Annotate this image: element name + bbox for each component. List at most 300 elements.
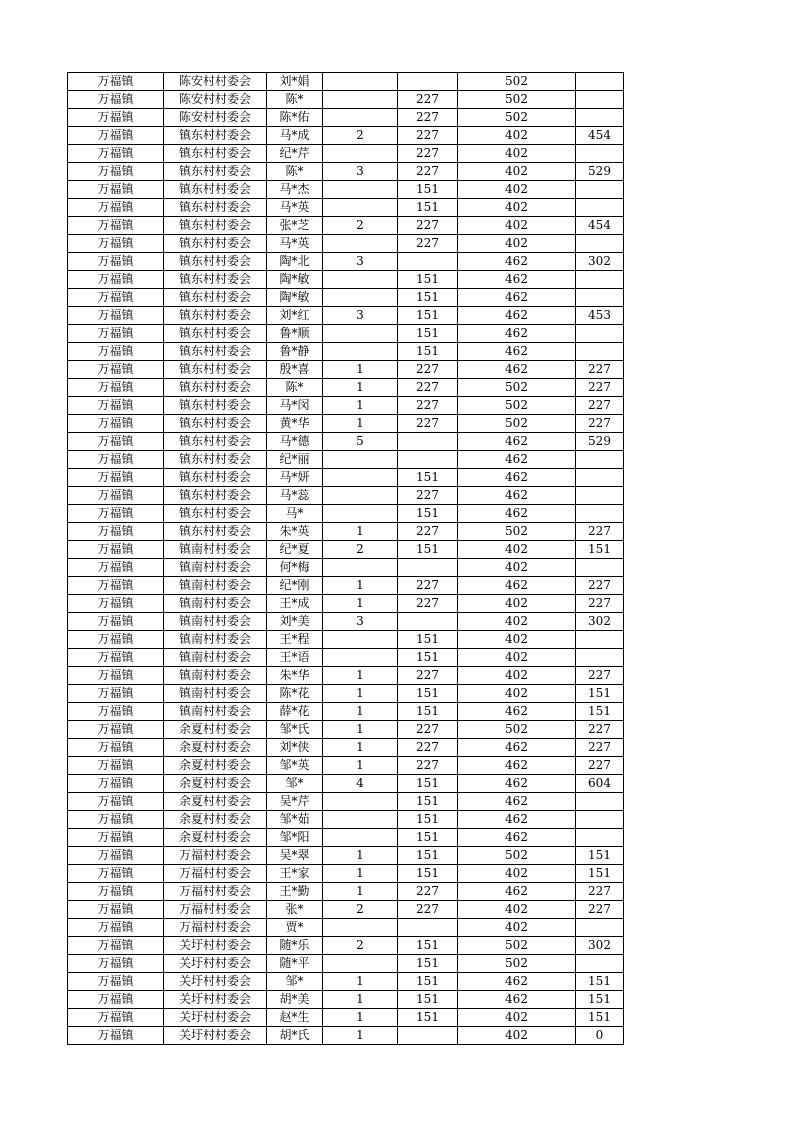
count-cell: 1: [323, 595, 398, 613]
town-cell: 万福镇: [68, 595, 164, 613]
name-cell: 王*成: [267, 595, 323, 613]
amount-a-cell: 151: [398, 271, 458, 289]
amount-a-cell: 227: [398, 397, 458, 415]
count-cell: 3: [323, 163, 398, 181]
name-cell: 王*家: [267, 865, 323, 883]
table-row: [68, 703, 624, 721]
amount-a-cell: 227: [398, 145, 458, 163]
amount-a-cell: 227: [398, 739, 458, 757]
name-cell: 张*芝: [267, 217, 323, 235]
count-cell: [323, 919, 398, 937]
amount-b-cell: 402: [458, 199, 576, 217]
name-cell: 何*梅: [267, 559, 323, 577]
name-cell: 王*程: [267, 631, 323, 649]
amount-b-cell: 502: [458, 955, 576, 973]
amount-c-cell: 453: [576, 307, 624, 325]
amount-a-cell: 227: [398, 361, 458, 379]
amount-b-cell: 402: [458, 865, 576, 883]
table-row: [68, 919, 624, 937]
name-cell: 吴*翠: [267, 847, 323, 865]
amount-b-cell: 462: [458, 451, 576, 469]
amount-b-cell: 462: [458, 361, 576, 379]
town-cell: 万福镇: [68, 199, 164, 217]
name-cell: 马*: [267, 505, 323, 523]
count-cell: 3: [323, 253, 398, 271]
table-row: [68, 829, 624, 847]
town-cell: 万福镇: [68, 811, 164, 829]
table-row: [68, 217, 624, 235]
amount-b-cell: 462: [458, 307, 576, 325]
town-cell: 万福镇: [68, 631, 164, 649]
name-cell: 邹*: [267, 775, 323, 793]
village-cell: 镇南村村委会: [164, 559, 267, 577]
count-cell: [323, 109, 398, 127]
table-row: [68, 181, 624, 199]
amount-a-cell: 151: [398, 469, 458, 487]
amount-c-cell: 454: [576, 127, 624, 145]
town-cell: 万福镇: [68, 361, 164, 379]
name-cell: 陈*: [267, 91, 323, 109]
count-cell: [323, 271, 398, 289]
amount-c-cell: 151: [576, 847, 624, 865]
amount-c-cell: 227: [576, 361, 624, 379]
amount-a-cell: 151: [398, 703, 458, 721]
table-row: [68, 199, 624, 217]
amount-a-cell: [398, 559, 458, 577]
village-cell: 关圩村村委会: [164, 955, 267, 973]
village-cell: 万福村村委会: [164, 901, 267, 919]
village-cell: 镇东村村委会: [164, 325, 267, 343]
amount-c-cell: [576, 109, 624, 127]
count-cell: [323, 145, 398, 163]
name-cell: 随*平: [267, 955, 323, 973]
count-cell: 1: [323, 703, 398, 721]
amount-a-cell: [398, 1027, 458, 1045]
count-cell: [323, 181, 398, 199]
town-cell: 万福镇: [68, 109, 164, 127]
amount-c-cell: 227: [576, 757, 624, 775]
village-cell: 万福村村委会: [164, 883, 267, 901]
amount-a-cell: 227: [398, 109, 458, 127]
name-cell: 薛*花: [267, 703, 323, 721]
town-cell: 万福镇: [68, 181, 164, 199]
town-cell: 万福镇: [68, 577, 164, 595]
amount-c-cell: 227: [576, 577, 624, 595]
amount-a-cell: 151: [398, 991, 458, 1009]
village-cell: 镇南村村委会: [164, 667, 267, 685]
amount-a-cell: 227: [398, 91, 458, 109]
name-cell: 黄*华: [267, 415, 323, 433]
table-row: [68, 577, 624, 595]
amount-a-cell: 227: [398, 379, 458, 397]
count-cell: [323, 955, 398, 973]
amount-b-cell: 462: [458, 577, 576, 595]
amount-b-cell: 402: [458, 217, 576, 235]
amount-a-cell: 151: [398, 199, 458, 217]
amount-a-cell: 151: [398, 865, 458, 883]
table-row: [68, 91, 624, 109]
count-cell: 1: [323, 667, 398, 685]
village-cell: 关圩村村委会: [164, 1027, 267, 1045]
amount-b-cell: 402: [458, 541, 576, 559]
amount-b-cell: 402: [458, 1009, 576, 1027]
count-cell: 1: [323, 415, 398, 433]
amount-b-cell: 462: [458, 883, 576, 901]
amount-c-cell: [576, 145, 624, 163]
amount-a-cell: [398, 433, 458, 451]
amount-c-cell: 227: [576, 739, 624, 757]
amount-c-cell: [576, 271, 624, 289]
table-row: [68, 235, 624, 253]
table-row: [68, 973, 624, 991]
town-cell: 万福镇: [68, 1027, 164, 1045]
table-row: [68, 991, 624, 1009]
town-cell: 万福镇: [68, 73, 164, 91]
name-cell: 陈*佑: [267, 109, 323, 127]
count-cell: 1: [323, 739, 398, 757]
town-cell: 万福镇: [68, 505, 164, 523]
village-cell: 万福村村委会: [164, 847, 267, 865]
table-row: [68, 955, 624, 973]
name-cell: 刘*娟: [267, 73, 323, 91]
town-cell: 万福镇: [68, 685, 164, 703]
amount-a-cell: 227: [398, 757, 458, 775]
amount-b-cell: 402: [458, 631, 576, 649]
name-cell: 陈*花: [267, 685, 323, 703]
count-cell: 1: [323, 523, 398, 541]
town-cell: 万福镇: [68, 703, 164, 721]
name-cell: 马*妍: [267, 469, 323, 487]
amount-a-cell: 227: [398, 235, 458, 253]
table-row: [68, 73, 624, 91]
amount-b-cell: 502: [458, 397, 576, 415]
name-cell: 邹*: [267, 973, 323, 991]
amount-c-cell: 529: [576, 433, 624, 451]
name-cell: 马*德: [267, 433, 323, 451]
amount-a-cell: 227: [398, 595, 458, 613]
name-cell: 张*: [267, 901, 323, 919]
amount-c-cell: [576, 343, 624, 361]
town-cell: 万福镇: [68, 793, 164, 811]
amount-a-cell: 151: [398, 631, 458, 649]
name-cell: 刘*侠: [267, 739, 323, 757]
name-cell: 陈*: [267, 379, 323, 397]
name-cell: 王*勤: [267, 883, 323, 901]
amount-a-cell: 151: [398, 973, 458, 991]
amount-a-cell: 227: [398, 577, 458, 595]
amount-a-cell: 151: [398, 937, 458, 955]
count-cell: 2: [323, 541, 398, 559]
town-cell: 万福镇: [68, 955, 164, 973]
amount-b-cell: 462: [458, 487, 576, 505]
amount-a-cell: 227: [398, 523, 458, 541]
amount-b-cell: 462: [458, 343, 576, 361]
village-cell: 关圩村村委会: [164, 991, 267, 1009]
amount-c-cell: 227: [576, 667, 624, 685]
table-row: [68, 469, 624, 487]
village-cell: 镇东村村委会: [164, 181, 267, 199]
count-cell: [323, 631, 398, 649]
table-row: [68, 433, 624, 451]
village-cell: 镇东村村委会: [164, 487, 267, 505]
amount-c-cell: 0: [576, 1027, 624, 1045]
amount-c-cell: [576, 235, 624, 253]
amount-a-cell: 227: [398, 883, 458, 901]
amount-b-cell: 462: [458, 469, 576, 487]
village-cell: 镇东村村委会: [164, 469, 267, 487]
amount-b-cell: 462: [458, 793, 576, 811]
amount-a-cell: 227: [398, 901, 458, 919]
name-cell: 马*蕊: [267, 487, 323, 505]
amount-c-cell: 454: [576, 217, 624, 235]
town-cell: 万福镇: [68, 649, 164, 667]
count-cell: [323, 469, 398, 487]
village-cell: 镇东村村委会: [164, 361, 267, 379]
town-cell: 万福镇: [68, 91, 164, 109]
amount-c-cell: 151: [576, 685, 624, 703]
town-cell: 万福镇: [68, 325, 164, 343]
count-cell: 1: [323, 991, 398, 1009]
amount-b-cell: 462: [458, 775, 576, 793]
village-cell: 镇南村村委会: [164, 541, 267, 559]
table-row: [68, 145, 624, 163]
town-cell: 万福镇: [68, 559, 164, 577]
table-row: [68, 343, 624, 361]
table-row: [68, 541, 624, 559]
town-cell: 万福镇: [68, 235, 164, 253]
amount-b-cell: 402: [458, 145, 576, 163]
name-cell: 邹*茹: [267, 811, 323, 829]
name-cell: 纪*丽: [267, 451, 323, 469]
table-row: [68, 721, 624, 739]
amount-c-cell: 227: [576, 595, 624, 613]
count-cell: 1: [323, 1009, 398, 1027]
village-cell: 镇东村村委会: [164, 253, 267, 271]
amount-c-cell: 227: [576, 415, 624, 433]
data-table: [67, 72, 624, 1045]
town-cell: 万福镇: [68, 541, 164, 559]
amount-c-cell: [576, 793, 624, 811]
amount-b-cell: 502: [458, 847, 576, 865]
table-row: [68, 775, 624, 793]
table-row: [68, 685, 624, 703]
town-cell: 万福镇: [68, 775, 164, 793]
name-cell: 陶*敏: [267, 271, 323, 289]
count-cell: 4: [323, 775, 398, 793]
name-cell: 胡*氏: [267, 1027, 323, 1045]
amount-a-cell: 151: [398, 793, 458, 811]
table-row: [68, 847, 624, 865]
amount-b-cell: 462: [458, 739, 576, 757]
village-cell: 镇东村村委会: [164, 145, 267, 163]
table-row: [68, 415, 624, 433]
town-cell: 万福镇: [68, 163, 164, 181]
amount-c-cell: [576, 451, 624, 469]
village-cell: 镇南村村委会: [164, 703, 267, 721]
village-cell: 余夏村村委会: [164, 721, 267, 739]
amount-b-cell: 402: [458, 919, 576, 937]
amount-a-cell: 227: [398, 487, 458, 505]
name-cell: 邹*氏: [267, 721, 323, 739]
village-cell: 镇东村村委会: [164, 379, 267, 397]
table-row: [68, 1009, 624, 1027]
count-cell: [323, 73, 398, 91]
amount-a-cell: 227: [398, 415, 458, 433]
amount-a-cell: [398, 253, 458, 271]
amount-c-cell: 227: [576, 721, 624, 739]
village-cell: 镇南村村委会: [164, 649, 267, 667]
name-cell: 马*成: [267, 127, 323, 145]
count-cell: [323, 811, 398, 829]
town-cell: 万福镇: [68, 469, 164, 487]
name-cell: 纪*芹: [267, 145, 323, 163]
amount-b-cell: 502: [458, 523, 576, 541]
town-cell: 万福镇: [68, 397, 164, 415]
table-row: [68, 739, 624, 757]
name-cell: 鲁*静: [267, 343, 323, 361]
amount-a-cell: 227: [398, 163, 458, 181]
town-cell: 万福镇: [68, 433, 164, 451]
amount-c-cell: [576, 811, 624, 829]
village-cell: 镇东村村委会: [164, 505, 267, 523]
name-cell: 吴*芹: [267, 793, 323, 811]
amount-a-cell: 151: [398, 505, 458, 523]
town-cell: 万福镇: [68, 289, 164, 307]
table-row: [68, 127, 624, 145]
name-cell: 贾*: [267, 919, 323, 937]
table-row: [68, 811, 624, 829]
town-cell: 万福镇: [68, 487, 164, 505]
amount-b-cell: 502: [458, 721, 576, 739]
amount-b-cell: 462: [458, 703, 576, 721]
village-cell: 镇东村村委会: [164, 307, 267, 325]
name-cell: 殷*喜: [267, 361, 323, 379]
amount-b-cell: 502: [458, 415, 576, 433]
count-cell: 1: [323, 361, 398, 379]
table-row: [68, 883, 624, 901]
town-cell: 万福镇: [68, 865, 164, 883]
village-cell: 余夏村村委会: [164, 739, 267, 757]
town-cell: 万福镇: [68, 343, 164, 361]
table-row: [68, 163, 624, 181]
count-cell: 3: [323, 307, 398, 325]
name-cell: 纪*夏: [267, 541, 323, 559]
amount-b-cell: 402: [458, 613, 576, 631]
amount-c-cell: [576, 91, 624, 109]
town-cell: 万福镇: [68, 613, 164, 631]
village-cell: 镇东村村委会: [164, 163, 267, 181]
amount-b-cell: 462: [458, 505, 576, 523]
village-cell: 镇东村村委会: [164, 451, 267, 469]
village-cell: 陈安村村委会: [164, 109, 267, 127]
village-cell: 镇东村村委会: [164, 217, 267, 235]
table-row: [68, 901, 624, 919]
count-cell: [323, 829, 398, 847]
name-cell: 王*语: [267, 649, 323, 667]
amount-c-cell: 227: [576, 883, 624, 901]
amount-c-cell: 302: [576, 613, 624, 631]
table-row: [68, 289, 624, 307]
amount-a-cell: [398, 73, 458, 91]
amount-b-cell: 402: [458, 901, 576, 919]
table-row: [68, 757, 624, 775]
count-cell: [323, 91, 398, 109]
town-cell: 万福镇: [68, 523, 164, 541]
town-cell: 万福镇: [68, 973, 164, 991]
amount-a-cell: [398, 919, 458, 937]
town-cell: 万福镇: [68, 739, 164, 757]
table-row: [68, 631, 624, 649]
amount-c-cell: [576, 559, 624, 577]
count-cell: 1: [323, 397, 398, 415]
count-cell: [323, 793, 398, 811]
amount-c-cell: 151: [576, 541, 624, 559]
amount-b-cell: 462: [458, 757, 576, 775]
town-cell: 万福镇: [68, 217, 164, 235]
town-cell: 万福镇: [68, 667, 164, 685]
amount-c-cell: 302: [576, 937, 624, 955]
village-cell: 镇东村村委会: [164, 199, 267, 217]
amount-a-cell: 151: [398, 847, 458, 865]
amount-c-cell: [576, 919, 624, 937]
amount-a-cell: 151: [398, 325, 458, 343]
village-cell: 关圩村村委会: [164, 1009, 267, 1027]
count-cell: 1: [323, 577, 398, 595]
table-row: [68, 937, 624, 955]
count-cell: [323, 487, 398, 505]
amount-b-cell: 402: [458, 649, 576, 667]
amount-c-cell: [576, 181, 624, 199]
amount-a-cell: 151: [398, 775, 458, 793]
amount-c-cell: [576, 505, 624, 523]
table-row: [68, 595, 624, 613]
count-cell: 1: [323, 847, 398, 865]
table-body: [68, 73, 624, 1045]
name-cell: 马*杰: [267, 181, 323, 199]
table-row: [68, 379, 624, 397]
count-cell: 1: [323, 379, 398, 397]
amount-c-cell: 151: [576, 973, 624, 991]
name-cell: 纪*刚: [267, 577, 323, 595]
name-cell: 鲁*顺: [267, 325, 323, 343]
amount-c-cell: 227: [576, 901, 624, 919]
count-cell: 1: [323, 757, 398, 775]
village-cell: 镇南村村委会: [164, 685, 267, 703]
name-cell: 陶*北: [267, 253, 323, 271]
amount-a-cell: 151: [398, 829, 458, 847]
village-cell: 余夏村村委会: [164, 829, 267, 847]
amount-a-cell: 151: [398, 685, 458, 703]
town-cell: 万福镇: [68, 919, 164, 937]
amount-b-cell: 502: [458, 937, 576, 955]
amount-c-cell: [576, 469, 624, 487]
town-cell: 万福镇: [68, 307, 164, 325]
town-cell: 万福镇: [68, 991, 164, 1009]
count-cell: 2: [323, 217, 398, 235]
table-row: [68, 325, 624, 343]
village-cell: 镇南村村委会: [164, 613, 267, 631]
count-cell: 2: [323, 127, 398, 145]
town-cell: 万福镇: [68, 271, 164, 289]
amount-a-cell: 151: [398, 307, 458, 325]
amount-a-cell: 227: [398, 217, 458, 235]
amount-c-cell: 604: [576, 775, 624, 793]
table-row: [68, 487, 624, 505]
table-row: [68, 397, 624, 415]
village-cell: 镇南村村委会: [164, 595, 267, 613]
amount-b-cell: 462: [458, 271, 576, 289]
amount-b-cell: 402: [458, 685, 576, 703]
